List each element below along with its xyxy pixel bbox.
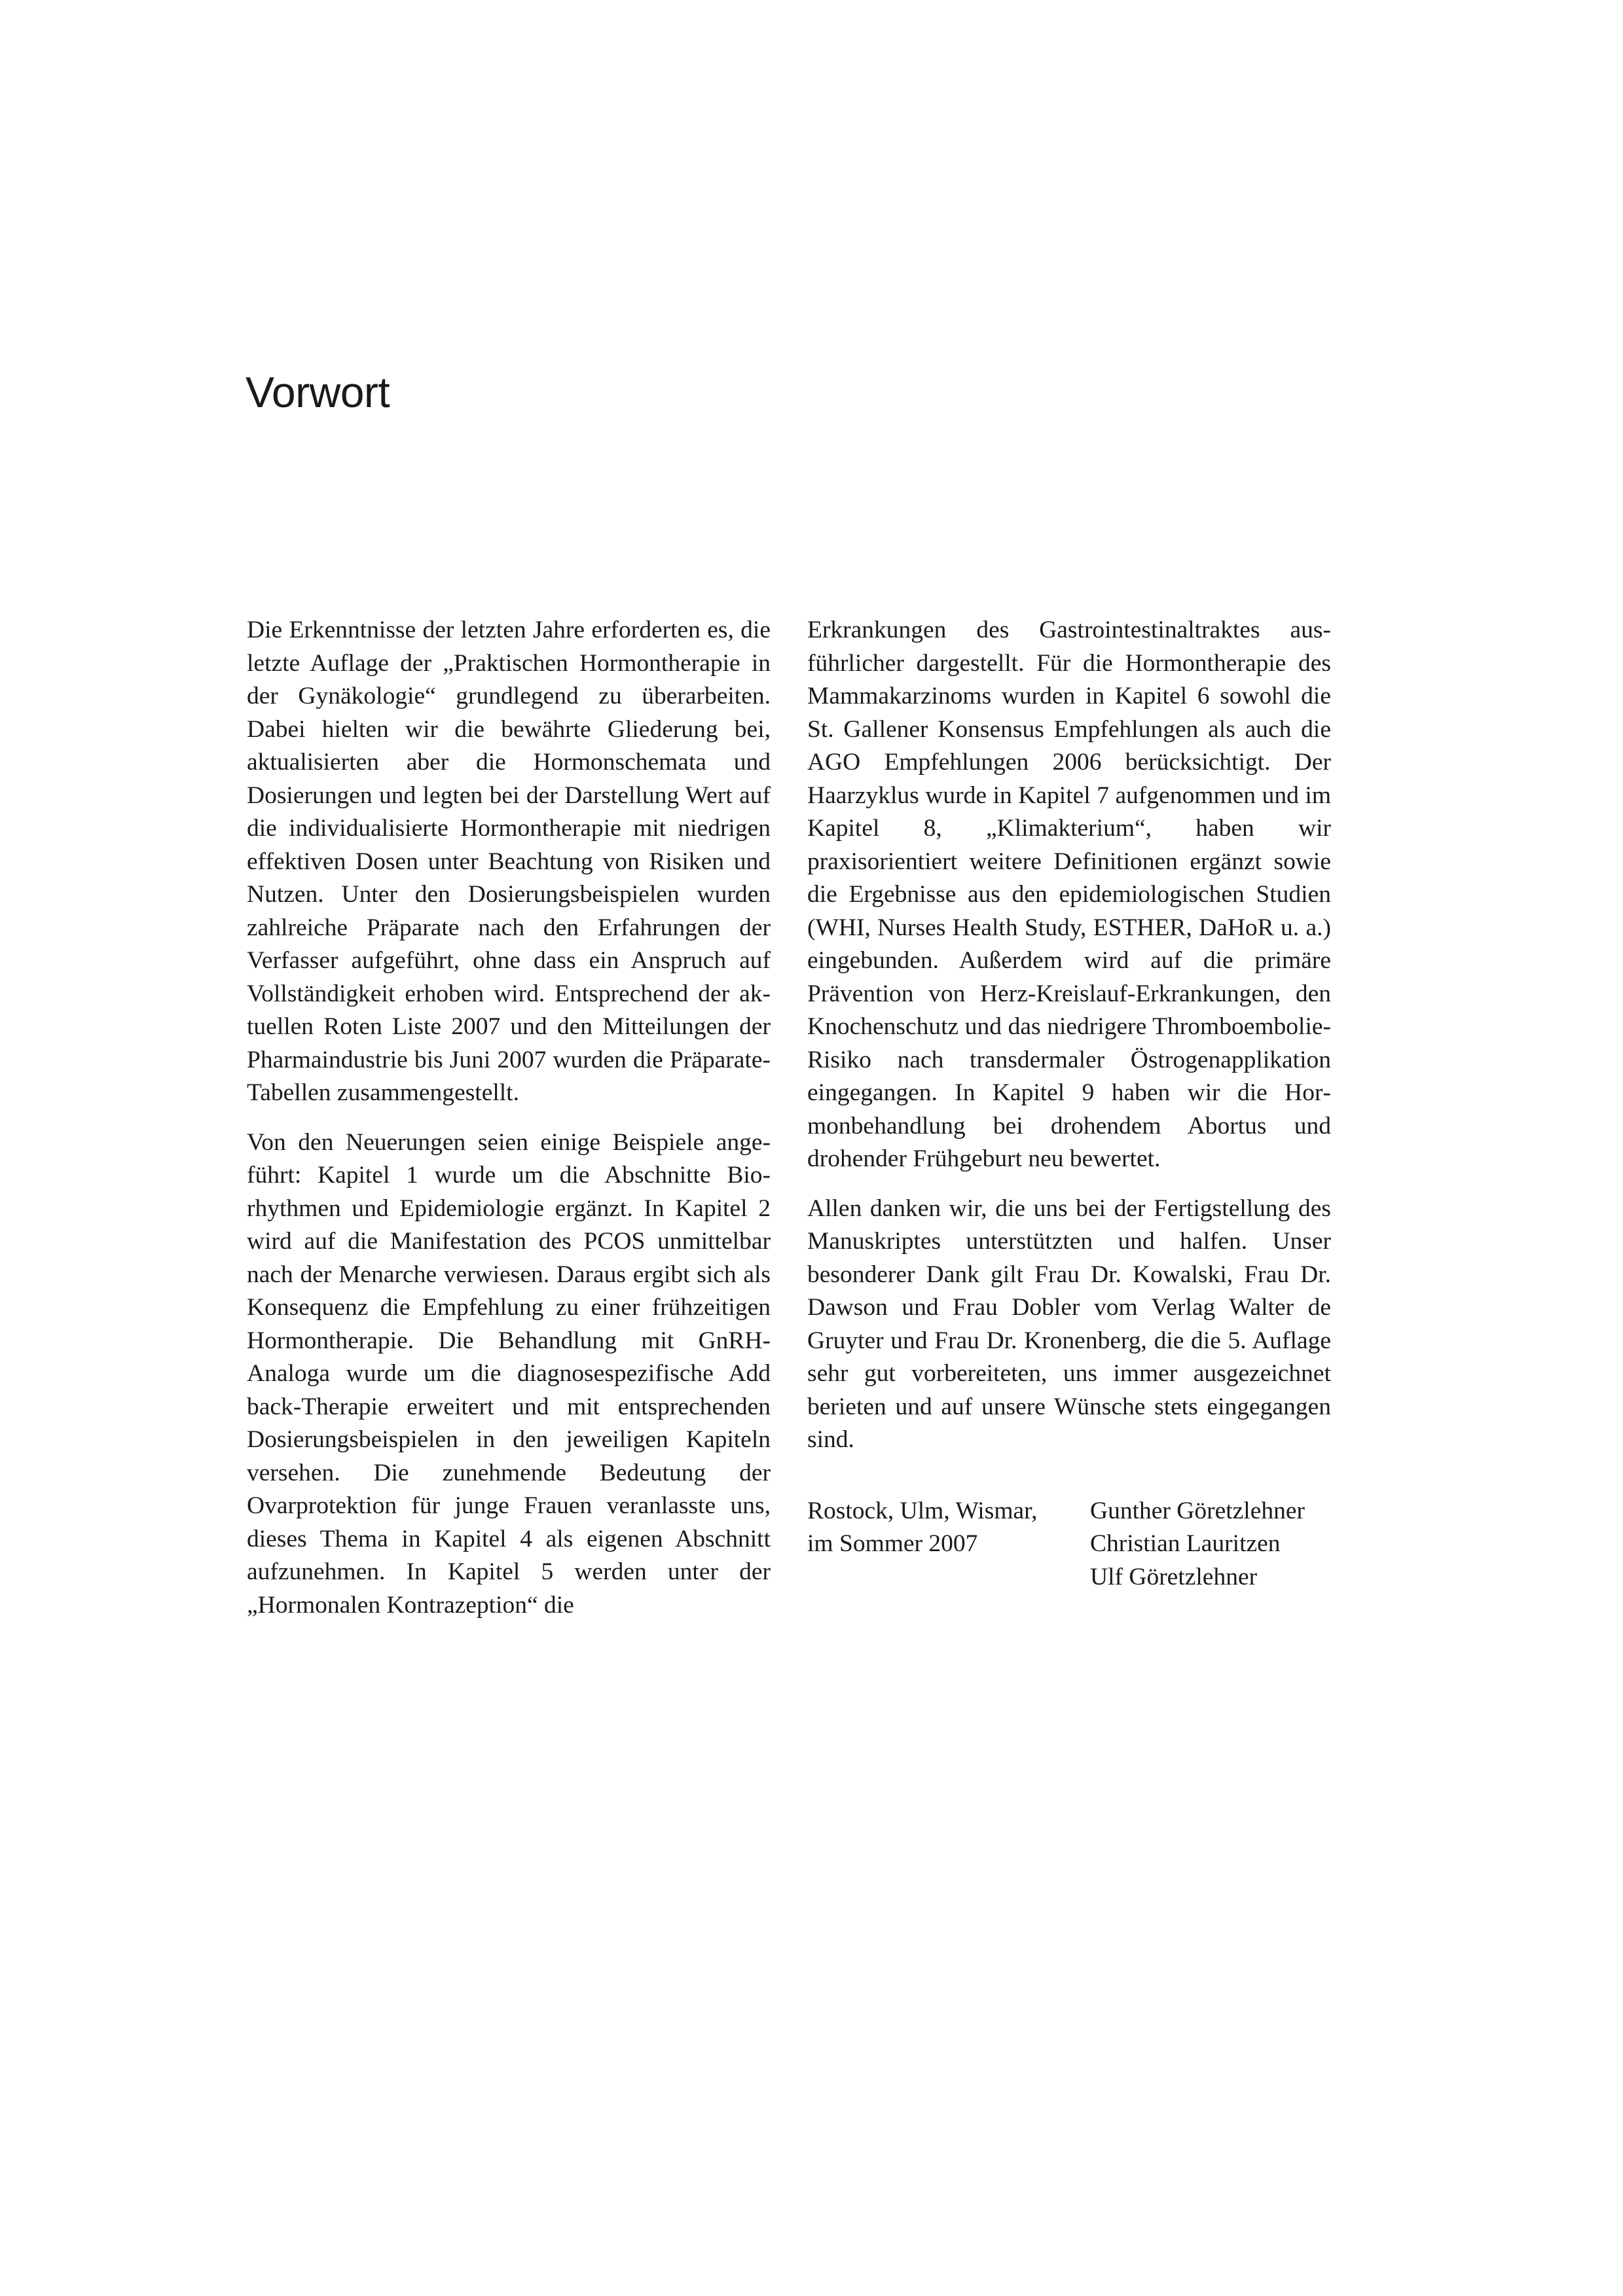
page-title: Vorwort <box>246 368 390 416</box>
signature-authors <box>1090 1495 1331 1594</box>
signature-date: im Sommer 2007 <box>807 1530 978 1557</box>
signature-place: Rostock, Ulm, Wismar, <box>807 1497 1038 1524</box>
author-name: Gunther Göretzlehner <box>1090 1497 1305 1524</box>
author-name: Christian Lauritzen <box>1090 1530 1281 1557</box>
signature-place-date <box>807 1495 1090 1594</box>
paragraph: Von den Neuerungen seien einige Beispiele angeführt: Kapitel 1 wurde um die Abschnitte Biorhythmen und Epidemiologie ergänzt. In Kapitel 2 wird auf die Manifestation des PCOS unmittelbar nach der Menarche verwiesen. Daraus ergibt sich als Konsequenz die Empfehlung zu einer frühzeitigen Hormontherapie. Die Behandlung mit GnRH-Analoga wurde um die diagnosespezifische Add back-Therapie erweitert und mit entsprechenden Dosierungsbeispielen in den jeweiligen Kapiteln versehen. Die zunehmende Bedeutung der Ovarprotektion für junge Frauen veranlasste uns, dieses Thema in Kapitel 4 als eigenen Abschnitt aufzunehmen. In Kapitel 5 werden unter der „Hormonalen Kontrazeption“ die <box>247 1128 771 1619</box>
left-column <box>247 614 771 1638</box>
paragraph: Die Erkenntnisse der letzten Jahre erforderten es, die letzte Auflage der „Praktischen Hormontherapie in der Gynäkologie“ grundlegend zu überarbeiten. Dabei hielten wir die bewährte Gliederung bei, aktualisierten aber die Hormonschemata und Dosierungen und legten bei der Darstellung Wert auf die individualisierte Hormontherapie mit niedrigen effektiven Dosen unter Beachtung von Risiken und Nutzen. Unter den Dosierungsbeispielen wurden zahlreiche Präparate nach den Erfahrungen der Verfasser aufgeführt, ohne dass ein Anspruch auf Vollständigkeit erhoben wird. Entsprechend der aktuellen Roten Liste 2007 und den Mitteilungen der Pharmaindustrie bis Juni 2007 wurden die Präparate-Tabellen zusammengestellt. <box>247 617 771 1106</box>
right-column <box>807 614 1331 1594</box>
paragraph: Erkrankungen des Gastrointestinaltraktes ausführlicher dargestellt. Für die Hormontherapie des Mammakarzinoms wurden in Kapitel 6 sowohl die St. Gallener Konsensus Empfehlungen als auch die AGO Empfehlungen 2006 berücksichtigt. Der Haarzyklus wurde in Kapitel 7 aufgenommen und im Kapitel 8, „Klimakterium“, haben wir praxisorientiert weitere Definitionen ergänzt sowie die Ergebnisse aus den epidemiologischen Studien (WHI, Nurses Health Study, ESTHER, DaHoR u. a.) eingebunden. Außerdem wird auf die primäre Prävention von Herz-Kreislauf-Erkrankungen, den Knochenschutz und das niedrigere Thromboembolie-Risiko nach transdermaler Östrogenapplikation eingegangen. In Kapitel 9 haben wir die Hormonbehandlung bei drohendem Abortus und drohender Frühgeburt neu bewertet. <box>807 617 1331 1172</box>
signature-block <box>807 1495 1331 1594</box>
paragraph: Allen danken wir, die uns bei der Fertigstellung des Manuskriptes unterstützten und halfen. Unser besonderer Dank gilt Frau Dr. Kowalski, Frau Dr. Dawson und Frau Dobler vom Verlag Walter de Gruyter und Frau Dr. Kronenberg, die die 5. Auflage sehr gut vorbereiteten, uns immer ausgezeichnet berieten und auf unsere Wünsche stets eingegangen sind. <box>807 1194 1331 1453</box>
author-name: Ulf Göretzlehner <box>1090 1563 1258 1590</box>
